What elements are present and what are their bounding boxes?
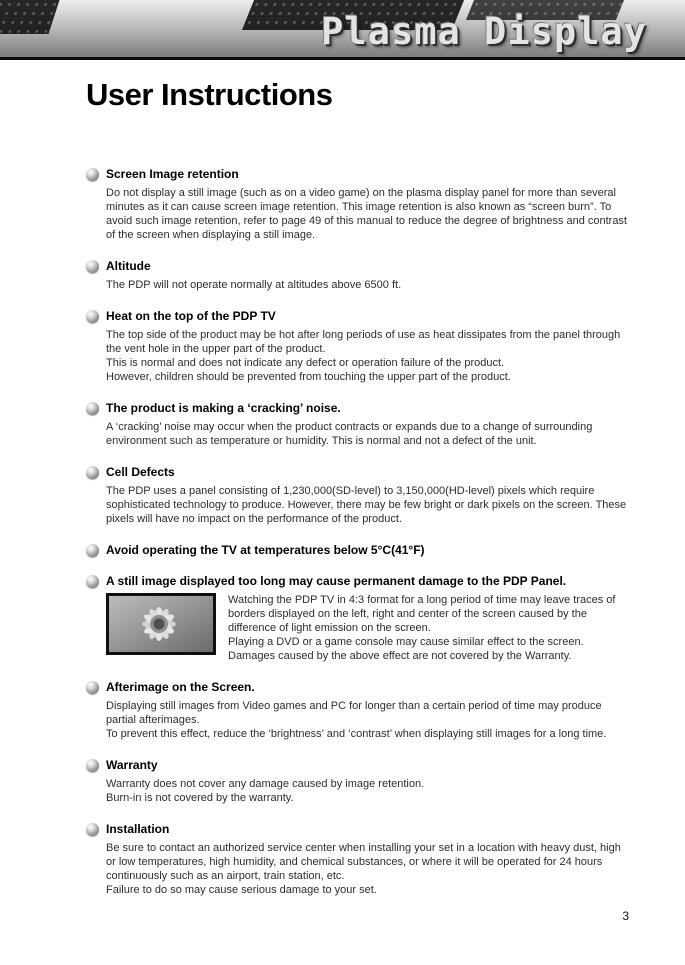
- bullet-sphere-icon: [86, 310, 99, 323]
- section-paragraph: However, children should be prevented from touching the upper part of the product.: [106, 371, 511, 383]
- header-title: Plasma Display: [321, 10, 647, 53]
- section-paragraph: A ‘cracking’ noise may occur when the product contracts or expands due to a change of surrounding environment such as temperature or humidity. This is normal and not a defect of the unit.: [106, 421, 593, 447]
- section-warranty: [86, 758, 629, 805]
- section-heading: Altitude: [106, 259, 151, 273]
- bullet-sphere-icon: [86, 402, 99, 415]
- section-heat-top: [86, 309, 629, 384]
- section-heading: Afterimage on the Screen.: [106, 680, 255, 694]
- section-heading: The product is making a ‘cracking’ noise.: [106, 401, 341, 415]
- bullet-sphere-icon: [86, 823, 99, 836]
- section-paragraph: The PDP uses a panel consisting of 1,230,000(SD-level) to 3,150,000(HD-level) pixels which require sophisticated technology to produce. However, there may be few bright or dark pixels on the screen. These pixels will have no impact on the performance of the product.: [106, 485, 627, 525]
- bullet-sphere-icon: [86, 759, 99, 772]
- section-paragraph: The top side of the product may be hot after long periods of use as heat dissipates from the panel through the vent hole in the upper part of the product.: [106, 329, 621, 355]
- section-paragraph: Burn-in is not covered by the warranty.: [106, 792, 294, 804]
- bullet-sphere-icon: [86, 681, 99, 694]
- instructions-content: [0, 167, 685, 897]
- section-heading: Installation: [106, 822, 170, 836]
- section-paragraph: Playing a DVD or a game console may cause similar effect to the screen.: [228, 636, 584, 648]
- header-banner: [0, 0, 685, 60]
- section-paragraph: Damages caused by the above effect are not covered by the Warranty.: [228, 650, 572, 662]
- section-afterimage: [86, 680, 629, 741]
- bullet-sphere-icon: [86, 466, 99, 479]
- bullet-sphere-icon: [86, 168, 99, 181]
- section-paragraph: The PDP will not operate normally at altitudes above 6500 ft.: [106, 279, 402, 291]
- section-altitude: [86, 259, 629, 292]
- section-cell-defects: [86, 465, 629, 526]
- section-installation: [86, 822, 629, 897]
- section-heading: Warranty: [106, 758, 158, 772]
- section-paragraph: Watching the PDP TV in 4:3 format for a long period of time may leave traces of borders displayed on the left, right and center of the screen caused by the difference of light emission on the screen.: [228, 594, 616, 634]
- section-paragraph: Warranty does not cover any damage caused by image retention.: [106, 778, 425, 790]
- section-paragraph: Do not display a still image (such as on a video game) on the plasma display panel for more than several minutes as it can cause screen image retention. This image retention is also known as “screen burn”. To avoid such image retention, refer to page 49 of this manual to reduce the degree of brightness and contrast of the screen when displaying a still image.: [106, 187, 627, 241]
- section-heading: A still image displayed too long may cause permanent damage to the PDP Panel.: [106, 574, 567, 588]
- section-paragraph: Be sure to contact an authorized service center when installing your set in a location with heavy dust, high or low temperatures, high humidity, and chemical substances, or where it will be operated for 24 hours continuously such as an airport, train station, etc.: [106, 842, 621, 882]
- section-heading: Screen Image retention: [106, 167, 239, 181]
- circuit-pattern-decoration: [0, 0, 60, 34]
- page-title: User Instructions: [86, 77, 333, 112]
- section-heading: Cell Defects: [106, 465, 175, 479]
- bullet-sphere-icon: [86, 575, 99, 588]
- section-avoid-low-temperature: [86, 543, 629, 557]
- section-heading: Heat on the top of the PDP TV: [106, 309, 276, 323]
- section-paragraph: Displaying still images from Video games and PC for longer than a certain period of time may produce partial afterimages.: [106, 700, 602, 726]
- bullet-sphere-icon: [86, 544, 99, 557]
- section-cracking-noise: [86, 401, 629, 448]
- section-paragraph: Failure to do so may cause serious damage to your set.: [106, 884, 377, 896]
- section-still-image-damage: [86, 574, 629, 663]
- page-number: 3: [622, 909, 629, 923]
- section-paragraph: To prevent this effect, reduce the ‘brightness’ and ‘contrast’ when displaying still images for a long time.: [106, 728, 607, 740]
- section-screen-image-retention: [86, 167, 629, 242]
- flower-photo: [109, 596, 213, 652]
- section-heading: Avoid operating the TV at temperatures below 5°C(41°F): [106, 543, 425, 557]
- section-paragraph: This is normal and does not indicate any defect or operation failure of the product.: [106, 357, 505, 369]
- bullet-sphere-icon: [86, 260, 99, 273]
- still-image-example-photo: [106, 593, 216, 655]
